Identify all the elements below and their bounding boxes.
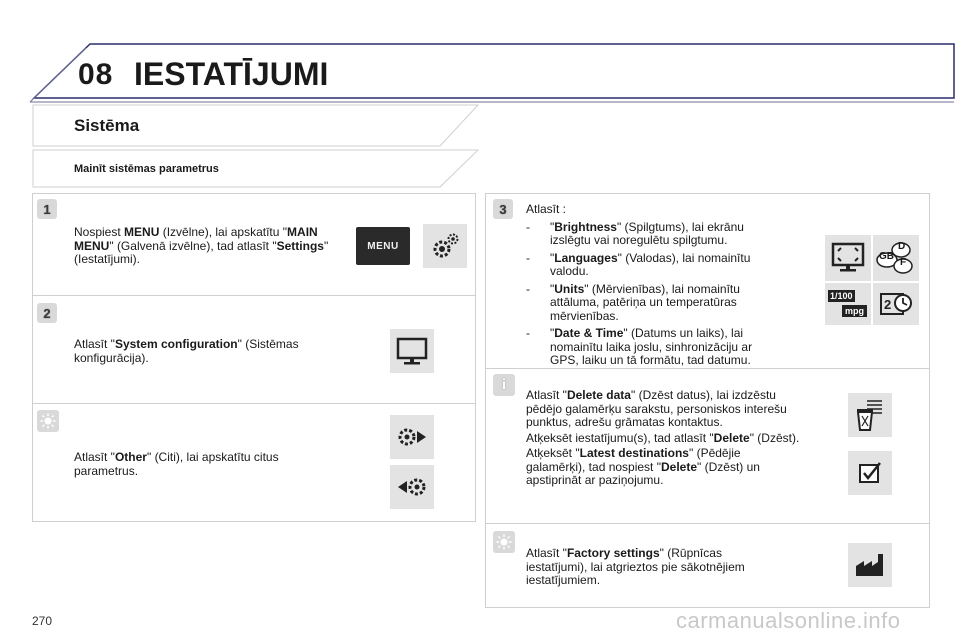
languages-button[interactable] — [873, 235, 919, 281]
tip-1-text: Atlasīt "Other" (Citi), lai apskatītu citus parametrus. — [74, 450, 279, 478]
units-sub: mpg — [842, 305, 867, 317]
menu-button[interactable] — [356, 227, 410, 265]
page-number: 270 — [32, 614, 53, 628]
date-time-button[interactable] — [873, 283, 919, 325]
section-subtitle: Mainīt sistēmas parametrus — [74, 163, 219, 175]
trash-list-icon — [855, 398, 885, 432]
gear-arrow-left-icon — [395, 475, 429, 499]
info-icon: i — [501, 376, 507, 393]
step-3-text — [526, 203, 776, 372]
date-time-icon — [878, 290, 914, 318]
section-title: Sistēma — [74, 116, 140, 135]
chapter-number: 08 — [78, 58, 114, 91]
step-3-intro: Atlasīt : — [526, 202, 567, 216]
lang-code-d: D — [898, 241, 906, 252]
other-next-button[interactable] — [390, 415, 434, 459]
watermark: carmanualsonline.info — [676, 608, 901, 633]
checkbox-checked-icon — [857, 460, 883, 486]
list-item: - "Units" (Mērvienības), lai nomainītu attāluma, patēriņa un temperatūras mērvienības. — [526, 283, 776, 324]
divider — [32, 295, 476, 296]
list-item: - "Brightness" (Spilgtums), lai ekrānu izslēgtu vai noregulētu spilgtumu. — [526, 221, 776, 248]
units-icon — [828, 289, 868, 319]
brightness-button[interactable] — [825, 235, 871, 281]
tip-2-text: Atlasīt "Factory settings" (Rūpnīcas iestatījumi), lai atgrieztos pie sākotnējiem iestatījumiem. — [526, 546, 745, 587]
divider — [32, 403, 476, 404]
menu-button-label: MENU — [367, 240, 399, 252]
step-2-badge: 2 — [37, 303, 57, 323]
page-title: IESTATĪJUMI — [134, 56, 329, 92]
svg-text:2: 2 — [884, 297, 892, 312]
info-badge — [493, 374, 515, 396]
factory-settings-button[interactable] — [848, 543, 892, 587]
step-1-badge: 1 — [37, 199, 57, 219]
settings-icon-button[interactable] — [423, 224, 467, 268]
monitor-icon — [395, 336, 429, 366]
units-label: 1/100 — [830, 291, 853, 301]
bulb-icon — [40, 413, 56, 429]
list-item: - "Languages" (Valodas), lai nomainītu valodu. — [526, 252, 776, 279]
system-config-button[interactable] — [390, 329, 434, 373]
info-text: Atlasīt "Delete data" (Dzēst datus), lai izdzēstu pēdējo galamērķu sarakstu, personiskos interešu punktus, adrešu grāmatas kontaktus. Atķeksēt iestatījumu(s), tad atlasīt "Delete" (Dzēst). Atķeksēt "Latest destinations" (Pēdējie galamērķi), tad nospiest "Delete" (Dzēst) un apstiprināt ar paziņojumu. — [526, 388, 800, 487]
brightness-monitor-icon — [830, 241, 866, 275]
tip-1-badge — [37, 410, 59, 432]
step-2-text: Atlasīt "System configuration" (Sistēmas konfigurācija). — [74, 337, 299, 365]
lang-code-gb: GB — [879, 251, 894, 262]
delete-data-button[interactable] — [848, 393, 892, 437]
list-item: - "Date & Time" (Datums un laiks), lai nomainītu laika joslu, sinhronizāciju ar GPS, laiku un tā formātu, tad datumu. — [526, 327, 776, 368]
gears-icon — [428, 229, 462, 263]
tip-2-badge — [493, 531, 515, 553]
bulb-icon — [496, 534, 512, 550]
factory-icon — [853, 551, 887, 579]
divider — [485, 523, 930, 524]
gear-arrow-right-icon — [395, 425, 429, 449]
step-1-text: Nospiest MENU (Izvēlne), lai apskatītu "MAIN MENU" (Galvenā izvēlne), tad atlasīt "Settings" (Iestatījumi). — [74, 225, 329, 266]
units-button[interactable] — [825, 283, 871, 325]
other-previous-button[interactable] — [390, 465, 434, 509]
lang-code-f: F — [900, 257, 907, 268]
checkbox-button[interactable] — [848, 451, 892, 495]
step-3-badge: 3 — [493, 199, 513, 219]
